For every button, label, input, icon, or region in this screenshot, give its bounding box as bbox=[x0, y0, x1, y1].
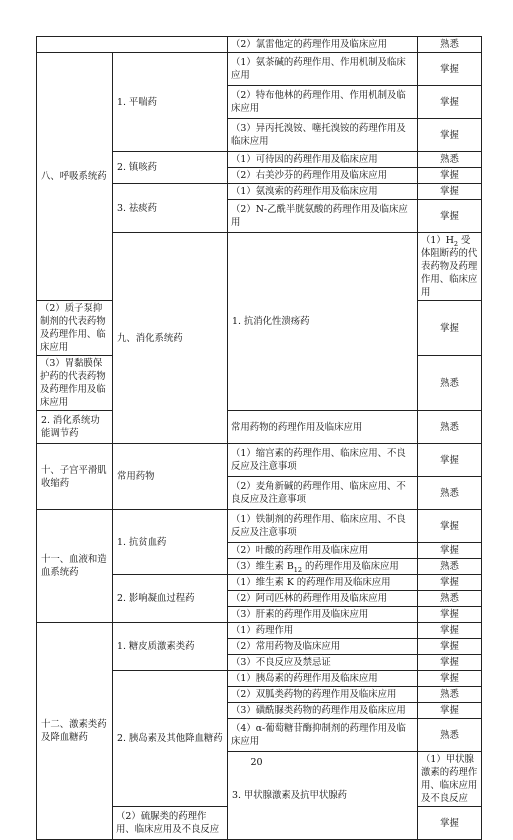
continued-cell bbox=[37, 37, 228, 53]
content-cell: （2）特布他林的药理作用、作用机制及临床应用 bbox=[228, 86, 418, 119]
content-cell: （1）铁制剂的药理作用、临床应用、不良反应及注意事项 bbox=[228, 510, 418, 543]
level-cell: 掌握 bbox=[418, 119, 482, 152]
content-cell: （2）麦角新碱的药理作用、临床应用、不良反应及注意事项 bbox=[228, 477, 418, 510]
content-cell: （2）质子泵抑制剂的代表药物及药理作用、临床应用 bbox=[37, 301, 113, 356]
content-cell: （1）氨溴索的药理作用及临床应用 bbox=[228, 184, 418, 200]
unit-cell: 1. 糖皮质激素类药 bbox=[113, 623, 228, 671]
level-cell: 掌握 bbox=[418, 301, 482, 356]
content-cell: （1）甲状腺激素的药理作用、临床应用及不良反应 bbox=[418, 752, 482, 807]
chapter-cell: 十、子宫平滑肌收缩药 bbox=[37, 444, 113, 510]
content-cell: （3）肝素的药理作用及临床应用 bbox=[228, 607, 418, 623]
level-cell: 掌握 bbox=[418, 184, 482, 200]
chapter-cell: 十一、血液和造血系统药 bbox=[37, 510, 113, 623]
unit-cell: 2. 胰岛素及其他降血糖药 bbox=[113, 671, 228, 807]
level-cell: 熟悉 bbox=[418, 559, 482, 575]
level-cell: 掌握 bbox=[418, 703, 482, 719]
content-text: （3）维生素 B bbox=[231, 561, 294, 572]
table-row bbox=[37, 53, 482, 86]
level-cell: 掌握 bbox=[418, 575, 482, 591]
content-cell: （2）N-乙酰半胱氨酸的药理作用及临床应用 bbox=[228, 200, 418, 233]
level-cell: 掌握 bbox=[418, 671, 482, 687]
content-cell: （2）常用药物及临床应用 bbox=[228, 639, 418, 655]
content-cell: （1）维生素 K 的药理作用及临床应用 bbox=[228, 575, 418, 591]
unit-cell: 1. 抗消化性溃疡药 bbox=[228, 233, 418, 411]
level-cell: 掌握 bbox=[418, 86, 482, 119]
chapter-cell: 九、消化系统药 bbox=[113, 233, 228, 444]
unit-cell: 1. 平喘药 bbox=[113, 53, 228, 152]
table-row bbox=[37, 37, 482, 53]
content-cell: （2）双胍类药物的药理作用及临床应用 bbox=[228, 687, 418, 703]
level-cell: 掌握 bbox=[418, 543, 482, 559]
level-cell: 熟悉 bbox=[418, 591, 482, 607]
level-cell: 掌握 bbox=[418, 623, 482, 639]
content-cell: （3）磺酰脲类药物的药理作用及临床应用 bbox=[228, 703, 418, 719]
level-cell: 熟悉 bbox=[418, 687, 482, 703]
content-cell: （1）缩宫素的药理作用、临床应用、不良反应及注意事项 bbox=[228, 444, 418, 477]
level-cell: 熟悉 bbox=[418, 477, 482, 510]
content-cell: （4）α-葡萄糖苷酶抑制剂的药理作用及临床应用 bbox=[228, 719, 418, 752]
content-text: 的药理作用及临床应用 bbox=[302, 561, 399, 572]
table-row bbox=[37, 411, 482, 444]
content-cell: （1）氨茶碱的药理作用、作用机制及临床应用 bbox=[228, 53, 418, 86]
level-cell: 熟悉 bbox=[418, 719, 482, 752]
content-cell bbox=[228, 559, 418, 575]
content-cell: （2）硫脲类的药理作用、临床应用及不良反应 bbox=[113, 807, 228, 840]
content-cell: （1）胰岛素的药理作用及临床应用 bbox=[228, 671, 418, 687]
subscript: 2 bbox=[453, 239, 459, 248]
unit-cell: 常用药物 bbox=[113, 444, 228, 510]
unit-cell: 3. 甲状腺激素及抗甲状腺药 bbox=[228, 752, 418, 840]
level-cell: 掌握 bbox=[418, 200, 482, 233]
content-cell: （2）叶酸的药理作用及临床应用 bbox=[228, 543, 418, 559]
content-text: （1）H bbox=[421, 235, 454, 246]
chapter-cell: 八、呼吸系统药 bbox=[37, 53, 113, 301]
level-cell: 熟悉 bbox=[418, 37, 482, 53]
level-cell: 掌握 bbox=[418, 510, 482, 543]
unit-cell: 2. 影响凝血过程药 bbox=[113, 575, 228, 623]
content-cell: （2）氯雷他定的药理作用及临床应用 bbox=[228, 37, 418, 53]
chapter-cell: 十二、激素类药及降血糖药 bbox=[37, 623, 113, 840]
level-cell: 掌握 bbox=[418, 168, 482, 184]
content-text: 受体阻断药的代表药物及药理作用、临床应用 bbox=[421, 235, 478, 298]
content-cell: （3）不良反应及禁忌证 bbox=[228, 655, 418, 671]
table-row bbox=[37, 510, 482, 543]
content-cell bbox=[418, 233, 482, 301]
content-cell: （1）药理作用 bbox=[228, 623, 418, 639]
content-cell: （3）异丙托溴铵、噻托溴铵的药理作用及临床应用 bbox=[228, 119, 418, 152]
subscript: 12 bbox=[293, 565, 302, 574]
content-cell: （1）可待因的药理作用及临床应用 bbox=[228, 152, 418, 168]
syllabus-table bbox=[36, 36, 482, 840]
level-cell: 掌握 bbox=[418, 607, 482, 623]
unit-cell: 1. 抗贫血药 bbox=[113, 510, 228, 575]
level-cell: 熟悉 bbox=[418, 152, 482, 168]
level-cell: 掌握 bbox=[418, 807, 482, 840]
table-row bbox=[37, 444, 482, 477]
level-cell: 熟悉 bbox=[418, 411, 482, 444]
page-number: 20 bbox=[250, 757, 263, 768]
content-cell: 常用药物的药理作用及临床应用 bbox=[228, 411, 418, 444]
level-cell: 掌握 bbox=[418, 444, 482, 477]
level-cell: 掌握 bbox=[418, 639, 482, 655]
table-row bbox=[37, 623, 482, 639]
level-cell: 熟悉 bbox=[418, 356, 482, 411]
unit-cell: 3. 祛痰药 bbox=[113, 184, 228, 233]
content-cell: （3）胃黏膜保护药的代表药物及药理作用及临床应用 bbox=[37, 356, 113, 411]
level-cell: 掌握 bbox=[418, 655, 482, 671]
content-cell: （2）阿司匹林的药理作用及临床应用 bbox=[228, 591, 418, 607]
unit-cell: 2. 消化系统功能调节药 bbox=[37, 411, 113, 444]
unit-cell: 2. 镇咳药 bbox=[113, 152, 228, 184]
content-cell: （2）右美沙芬的药理作用及临床应用 bbox=[228, 168, 418, 184]
level-cell: 掌握 bbox=[418, 53, 482, 86]
